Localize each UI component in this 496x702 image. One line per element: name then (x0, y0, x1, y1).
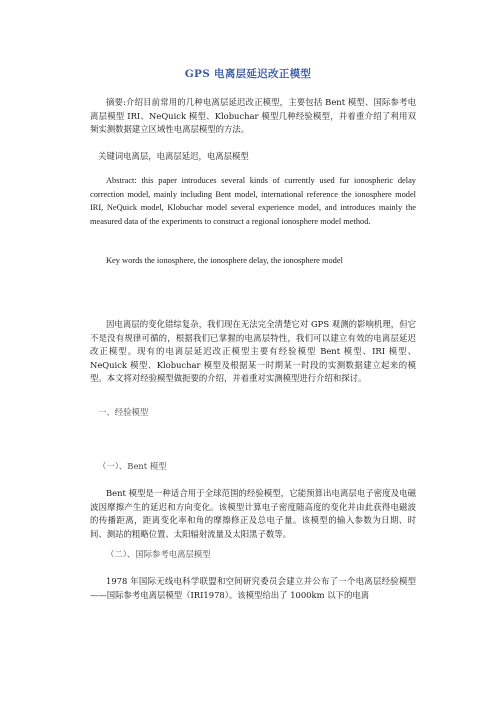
subsection-heading-iri: （二）、国际参考电离层模型 (106, 549, 211, 559)
abstract-cn: 摘要:介绍目前常用的几种电离层延迟改正模型，主要包括 Bent 模型、国际参考电离层模型 IRI、NeQuick 模型、Klobuchar 模型几种经验模型，并着重介绍了利用双频实测数据建立区域性电离层模型的方法。 (90, 97, 416, 134)
intro-paragraph: 因电离层的变化错综复杂，我们现在无法完全清楚它对 GPS 观测的影响机理，但它不是没有规律可循的，根据我们已掌握的电离层特性，我们可以建立有效的电离层延迟改正模型。现有的电离层延迟改正模型主要有经验模型 Bent 模型、IRI 模型、NeQuick 模型、Klobuchar 模型及根据某一时期某一时段的实测数据建立起来的模型。本文将对经验模型做扼要的介绍，并着重对实测模型进行介绍和探讨。 (90, 319, 416, 383)
abstract-en: Abstract: this paper introduces several kinds of currently used fur ionospheric delay correction model, mainly including Bent model, international reference the ionosphere model IRI, NeQuick model, Klobuchar model several experience model, and introduces mainly the measured data of the experiments to construct a regional ionosphere model method. (90, 176, 416, 226)
keywords-en: Key words the ionosphere, the ionosphere delay, the ionosphere model (106, 256, 343, 265)
iri-paragraph: 1978 年国际无线电科学联盟和空间研究委员会建立并公布了一个电离层经验模型——国际参考电离层模型（IRI1978）。该模型给出了 1000km 以下的电离 (90, 576, 416, 600)
document-title: GPS 电离层延迟改正模型 (184, 68, 312, 80)
keywords-cn: 关键词电离层，电离层延迟，电离层模型 (98, 151, 249, 161)
bent-paragraph: Bent 模型是一种适合用于全球范围的经验模型，它能预算出电离层电子密度及电磁波因摩擦产生的延迟和方向变化。该模型计算电子密度随高度的变化并由此获得电磁波的传播距离，距离变化率和角的摩擦修正及总电子量。该模型的输入参数为日期、时间、测站的粗略位置、太阳辐射流量及太阳黑子数等。 (90, 488, 416, 539)
subsection-heading-bent: （一）、Bent 模型 (98, 461, 167, 471)
section-heading-empirical: 一、经验模型 (98, 407, 149, 417)
